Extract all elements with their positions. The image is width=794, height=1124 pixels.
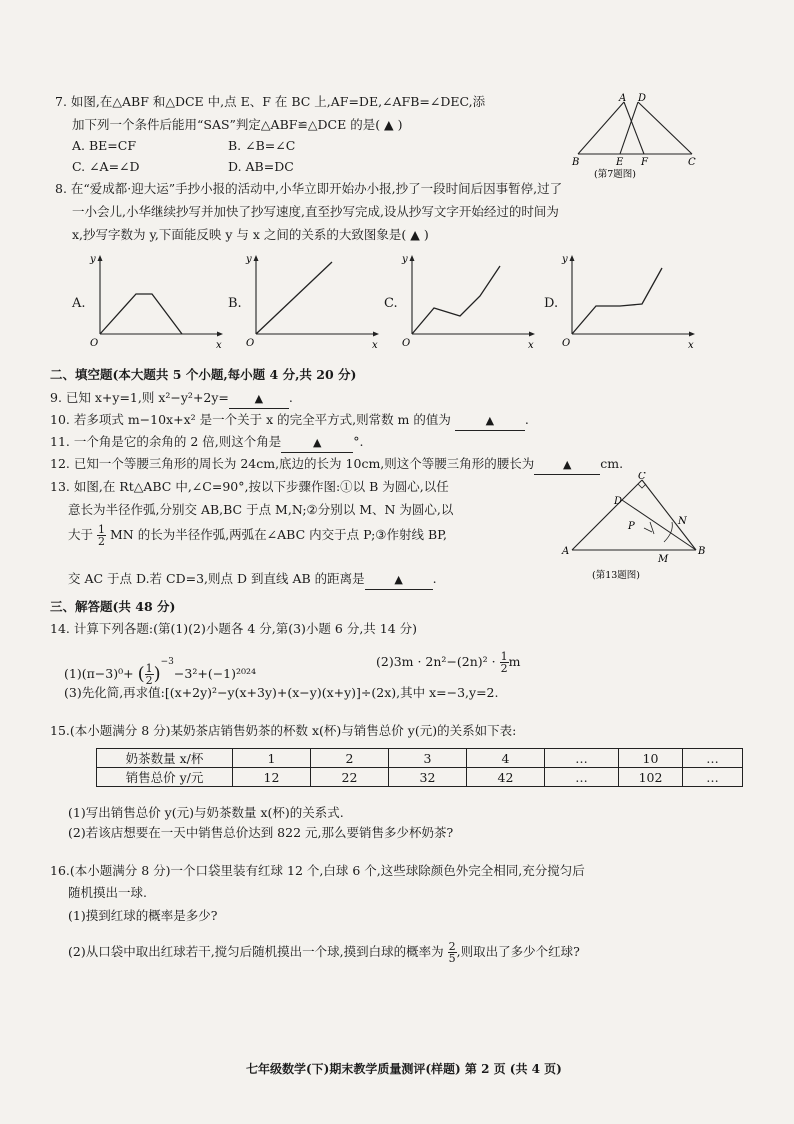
q15-cell: …: [545, 749, 619, 768]
q7-option-c: C. ∠A=∠D: [72, 159, 140, 174]
q8-graph-c: [384, 250, 544, 355]
q8-graph-a-label: A.: [72, 296, 86, 311]
q15-intro: 15.(本小题满分 8 分)某奶茶店销售奶茶的杯数 x(杯)与销售总价 y(元)的关系如下表:: [50, 723, 517, 738]
q15-table-wrapper: [96, 748, 743, 787]
q13-fig-label-d: D: [614, 496, 623, 507]
q13-line1: 13. 如图,在 Rt△ABC 中,∠C=90°,按以下步骤作图:①以 B 为圆心,以任: [50, 479, 449, 494]
q14-part2: [376, 644, 520, 680]
q8-graph-d-x: x: [688, 340, 694, 351]
q7-line1: 7. 如图,在△ABF 和△DCE 中,点 E、F 在 BC 上,AF=DE,∠AFB=∠DEC,添: [55, 94, 486, 109]
q15-cell: 10: [619, 749, 683, 768]
q7-figure: [568, 92, 698, 180]
q14-2-pre: (2)3m · 2n²−(2n)² ·: [376, 654, 496, 669]
q7-fig-label-c: C: [688, 157, 696, 168]
q7-option-b: B. ∠B=∠C: [228, 138, 296, 153]
q11-text: 11. 一个角是它的余角的 2 倍,则这个角是: [50, 434, 282, 449]
q13-line3-post: MN 的长为半径作弧,两弧在∠ABC 内交于点 P;③作射线 BP,: [109, 527, 447, 542]
q15-cell: 2: [311, 749, 389, 768]
q10-period: .: [524, 412, 529, 427]
q16-2-fraction-den: 5: [448, 952, 456, 965]
q8-graph-c-x: x: [528, 340, 534, 351]
q9-period: .: [288, 390, 293, 405]
q13-blank: ▲: [365, 571, 433, 590]
section3-title: 三、解答题(共 48 分): [50, 599, 176, 614]
q15-cell: 12: [233, 768, 311, 787]
q8-graph-d-origin: O: [562, 338, 571, 349]
q14-2-fraction-num: 1: [500, 650, 508, 663]
q8-line3: x,抄写字数为 y,下面能反映 y 与 x 之间的关系的大致图象是( ▲ ): [72, 227, 429, 242]
q15-part1: (1)写出销售总价 y(元)与奶茶数量 x(杯)的关系式.: [68, 805, 344, 820]
q8-line2: 一小会儿,小华继续抄写并加快了抄写速度,直至抄写完成,设从抄写文字开始经过的时间为: [72, 204, 559, 219]
q16-2-fraction: [448, 941, 457, 964]
q12-blank: ▲: [534, 456, 600, 475]
q15-cell: 1: [233, 749, 311, 768]
q15-cell: 32: [389, 768, 467, 787]
q15-cell: …: [683, 749, 743, 768]
q15-cell: 4: [467, 749, 545, 768]
q13-figure: [560, 472, 720, 588]
q15-cell: 22: [311, 768, 389, 787]
q12-unit: cm.: [600, 456, 624, 471]
q7-option-d: D. AB=DC: [228, 159, 294, 174]
q7-option-a: A. BE=CF: [72, 138, 136, 153]
q13-fig-caption: (第13题图): [592, 570, 641, 581]
q10-blank: ▲: [455, 412, 525, 431]
q15-table: [96, 748, 743, 787]
q8-graph-a: [72, 250, 232, 355]
q16-2-post: ,则取出了多少个红球?: [456, 944, 580, 959]
q13-line4: [68, 570, 437, 590]
q15-table-row-quantity: [97, 749, 743, 768]
q8-graph-b-x: x: [372, 340, 378, 351]
q7-fig-label-e: E: [616, 157, 624, 168]
q7-fig-label-b: B: [572, 157, 580, 168]
q8-graph-b-label: B.: [228, 296, 242, 311]
q13-line3: [68, 522, 447, 548]
q12-text: 12. 已知一个等腰三角形的周长为 24cm,底边的长为 10cm,则这个等腰三角形的腰长为: [50, 456, 535, 471]
q13-fig-label-b: B: [698, 546, 706, 557]
q13-fraction-half: [97, 524, 106, 547]
q8-graph-c-y: y: [402, 254, 408, 265]
q11: [50, 433, 363, 453]
q8-graph-b-origin: O: [246, 338, 255, 349]
q13-line3-pre: 大于: [68, 527, 94, 542]
q14-1-exponent: −3: [160, 657, 174, 667]
q12: [50, 455, 623, 475]
q13-fig-label-c: C: [638, 472, 646, 482]
q8-graph-a-origin: O: [90, 338, 99, 349]
q13-fraction-den: 2: [98, 535, 105, 548]
q9-blank: ▲: [229, 390, 289, 409]
q8-graph-a-y: y: [90, 254, 96, 265]
q15-cell: 42: [467, 768, 545, 787]
q15-cell: 102: [619, 768, 683, 787]
q13-line2: 意长为半径作弧,分别交 AB,BC 于点 M,N;②分别以 M、N 为圆心,以: [68, 502, 454, 517]
q15-cell: 3: [389, 749, 467, 768]
q8-graph-d: [544, 250, 704, 355]
q13-fig-label-a: A: [562, 546, 570, 557]
q14-2-fraction-den: 2: [500, 662, 508, 675]
q11-unit: °.: [353, 434, 364, 449]
q15-cell: 销售总价 y/元: [97, 768, 233, 787]
q11-blank: ▲: [281, 434, 353, 453]
q8-graph-b-y: y: [246, 254, 252, 265]
q15-cell: 奶茶数量 x/杯: [97, 749, 233, 768]
q13-fraction-num: 1: [98, 523, 105, 536]
q9-text: 9. 已知 x+y=1,则 x²−y²+2y=: [50, 390, 229, 405]
q8-graph-b: [228, 250, 388, 355]
q8-graph-d-label: D.: [544, 296, 559, 311]
q14-1-fraction-num: 1: [145, 662, 153, 675]
q16-part2: [68, 934, 580, 970]
q16-part1: (1)摸到红球的概率是多少?: [68, 908, 218, 923]
q7-fig-label-d: D: [638, 93, 647, 104]
q7-fig-label-f: F: [641, 157, 648, 168]
q8-graph-d-y: y: [562, 254, 568, 265]
q10: [50, 411, 529, 431]
page-footer: 七年级数学(下)期末教学质量测评(样题) 第 2 页 (共 4 页): [246, 1062, 562, 1076]
q7-fig-caption: (第7题图): [594, 169, 636, 180]
q7-line2: 加下列一个条件后能用“SAS”判定△ABF≌△DCE 的是( ▲ ): [72, 117, 403, 132]
section2-title: 二、填空题(本大题共 5 个小题,每小题 4 分,共 20 分): [50, 367, 357, 382]
q8-graph-c-label: C.: [384, 296, 398, 311]
q14-intro: 14. 计算下列各题:(第(1)(2)小题各 4 分,第(3)小题 6 分,共 14 分): [50, 621, 418, 636]
q13-fig-label-n: N: [678, 516, 687, 527]
q14-2-post: m: [508, 654, 521, 669]
q16-2-fraction-num: 2: [448, 940, 456, 953]
q10-text: 10. 若多项式 m−10x+x² 是一个关于 x 的完全平方式,则常数 m 的值为: [50, 412, 451, 427]
q15-cell: …: [683, 768, 743, 787]
q13-period: .: [432, 571, 437, 586]
q15-cell: …: [545, 768, 619, 787]
q15-table-row-price: [97, 768, 743, 787]
q8-line1: 8. 在“爱成都·迎大运”手抄小报的活动中,小华立即开始办小报,抄了一段时间后因事暂停,过了: [55, 181, 563, 196]
q13-fig-label-p: P: [628, 521, 635, 532]
q13-fig-label-m: M: [658, 554, 669, 565]
q14-part3: (3)先化简,再求值:[(x+2y)²−y(x+3y)+(x−y)(x+y)]÷(2x),其中 x=−3,y=2.: [64, 685, 499, 700]
q8-graph-c-origin: O: [402, 338, 411, 349]
q9: [50, 389, 293, 409]
q8-graph-a-x: x: [216, 340, 222, 351]
q13-line4-text: 交 AC 于点 D.若 CD=3,则点 D 到直线 AB 的距离是: [68, 571, 365, 586]
q16-line1: 16.(本小题满分 8 分)一个口袋里装有红球 12 个,白球 6 个,这些球除颜色外完全相同,充分搅匀后: [50, 863, 585, 878]
q16-line2: 随机摸出一球.: [68, 885, 147, 900]
q14-part1: (1)(π−3)⁰+ ( $\frac{1}{2}$ )$^{-3}$−3²+(−1)²⁰²⁴: [64, 657, 257, 687]
q14-1-fraction: [145, 663, 154, 686]
q7-fig-label-a: A: [619, 93, 627, 104]
q16-2-pre: (2)从口袋中取出红球若干,搅匀后随机摸出一个球,摸到白球的概率为: [68, 944, 444, 959]
q14-1-post: −3²+(−1)²⁰²⁴: [173, 666, 257, 681]
q14-2-fraction: [500, 651, 509, 674]
q14-1-fraction-den: 2: [145, 674, 153, 687]
q14-1-pre: (1)(π−3)⁰+: [64, 666, 134, 681]
q15-part2: (2)若该店想要在一天中销售总价达到 822 元,那么要销售多少杯奶茶?: [68, 825, 454, 840]
